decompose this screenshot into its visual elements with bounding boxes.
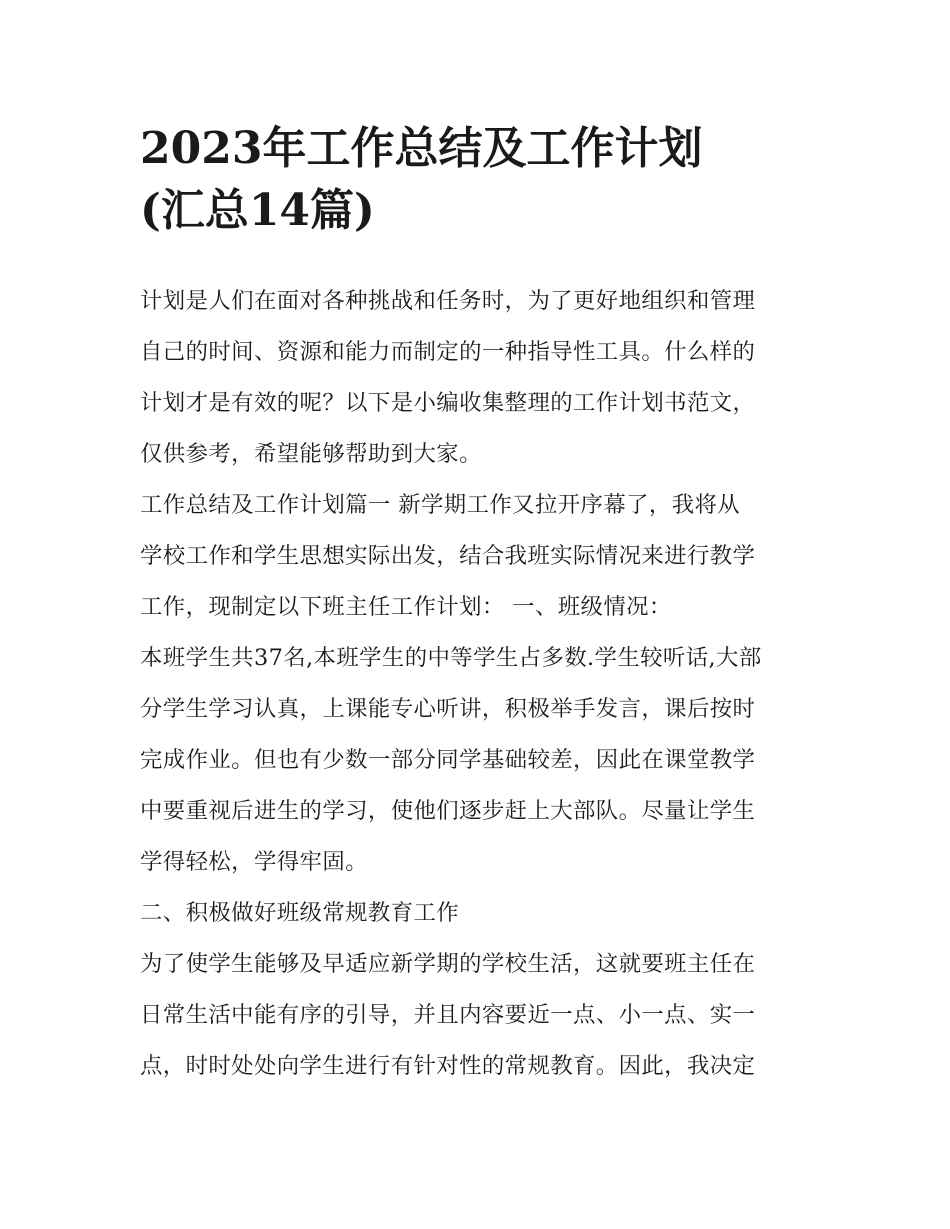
body-line: 本班学生共37名,本班学生的中等学生占多数.学生较听话,大部 (140, 645, 762, 671)
body-line: 中要重视后进生的学习，使他们逐步赶上大部队。尽量让学生 (140, 798, 756, 824)
document-title (140, 118, 820, 242)
body-line: 学校工作和学生思想实际出发，结合我班实际情况来进行教学 (140, 543, 756, 569)
body-line: 计划是人们在面对各种挑战和任务时，为了更好地组织和管理 (140, 288, 756, 314)
title-line: (汇总14篇) (140, 185, 375, 236)
body-line: 点，时时处处向学生进行有针对性的常规教育。因此，我决定 (140, 1053, 756, 1079)
body-line: 日常生活中能有序的引导，并且内容要近一点、小一点、实一 (140, 1002, 756, 1028)
body-line: 工作，现制定以下班主任工作计划： 一、班级情况： (140, 594, 672, 620)
body-line: 完成作业。但也有少数一部分同学基础较差，因此在课堂教学 (140, 747, 756, 773)
body-line: 自己的时间、资源和能力而制定的一种指导性工具。什么样的 (140, 339, 756, 365)
document-body (140, 276, 812, 1092)
body-line: 分学生学习认真，上课能专心听讲，积极举手发言，课后按时 (140, 696, 756, 722)
body-line: 学得轻松，学得牢固。 (140, 849, 368, 875)
body-line: 计划才是有效的呢？以下是小编收集整理的工作计划书范文， (140, 390, 756, 416)
body-line: 仅供参考，希望能够帮助到大家。 (140, 441, 482, 467)
body-line: 为了使学生能够及早适应新学期的学校生活，这就要班主任在 (140, 951, 756, 977)
title-line: 2023年工作总结及工作计划 (140, 123, 703, 174)
body-line: 工作总结及工作计划篇一 新学期工作又拉开序幕了，我将从 (140, 492, 741, 518)
body-line: 二、积极做好班级常规教育工作 (140, 900, 460, 926)
